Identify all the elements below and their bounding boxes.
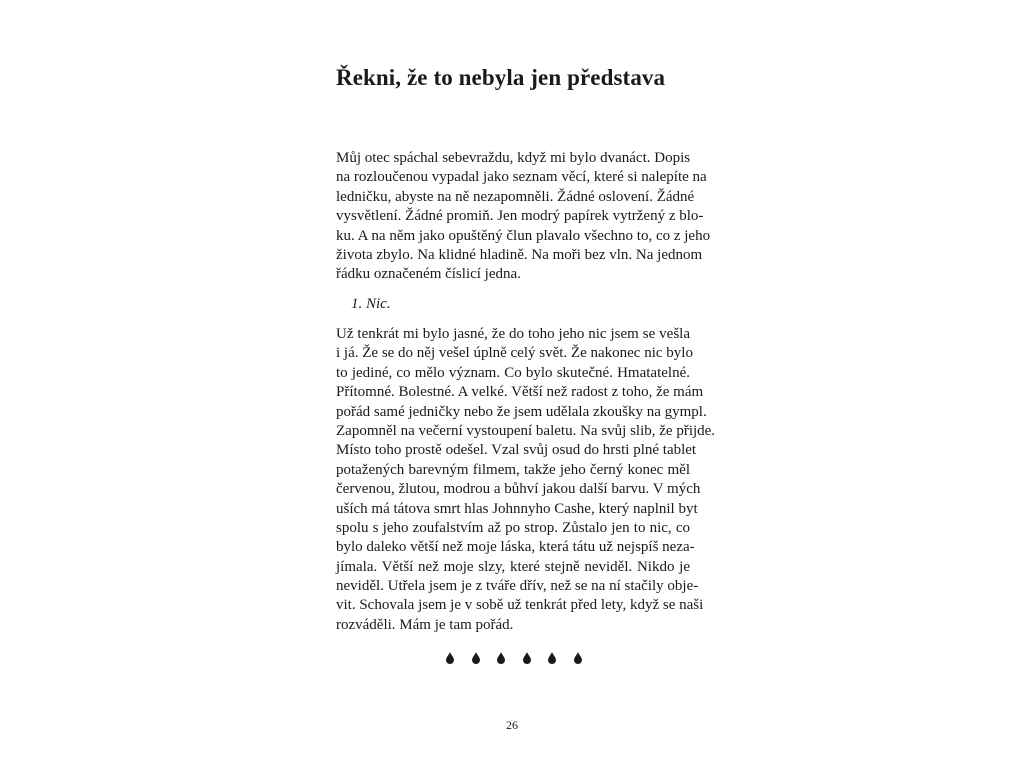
text-line: Místo toho prostě odešel. Vzal svůj osud do hrsti plné tablet: [336, 442, 697, 459]
text-line: rozváděli. Mám je tam pořád.: [336, 616, 514, 633]
paragraph-1: [336, 149, 711, 285]
text-line: pořád samé jedničky nebo že jsem udělala zkoušky na gympl.: [336, 403, 707, 420]
text-line: bylo daleko větší než moje láska, která tátu už nejspíš neza-: [336, 539, 695, 556]
text-line: ledničku, abyste na ně nezapomněli. Žádné oslovení. Žádné: [336, 188, 695, 205]
text-line: červenou, žlutou, modrou a bůhví jakou další barvu. V mých: [336, 481, 701, 498]
teardrop-icon: [574, 652, 582, 664]
text-line: řádku označeném číslicí jedna.: [336, 266, 521, 283]
text-line: jímala. Větší než moje slzy, které stejně neviděl. Nikdo je: [336, 558, 690, 575]
text-line: ku. A na něm jako opuštěný člun plavalo všechno to, co z jeho: [336, 227, 711, 244]
text-line: to jediné, co mělo význam. Co bylo skutečné. Hmatatelné.: [336, 364, 690, 381]
text-line: Už tenkrát mi bylo jasné, že do toho jeho nic jsem se vešla: [336, 326, 690, 342]
text-line: Zapomněl na večerní vystoupení baletu. Na svůj slib, že přijde.: [336, 422, 716, 439]
text-line: Přítomné. Bolestné. A velké. Větší než radost z toho, že mám: [336, 384, 704, 401]
list-item: 1. Nic.: [351, 296, 391, 312]
text-line: vit. Schovala jsem je v sobě už tenkrát před lety, když se naši: [336, 597, 704, 614]
text-line: spolu s jeho zoufalstvím až po strop. Zůstalo jen to nic, co: [336, 519, 690, 536]
teardrop-icon: [548, 652, 556, 664]
text-line: života zbylo. Na klidné hladině. Na moři bez vln. Na jednom: [336, 246, 703, 263]
page-number: 26: [506, 718, 518, 732]
paragraph-2: [336, 325, 716, 635]
teardrop-ornament: [446, 648, 582, 664]
teardrop-icon: [472, 652, 480, 664]
text-line: uších má tátova smrt hlas Johnnyho Cashe, který naplnil byt: [336, 500, 698, 517]
text-line: potažených barevným filmem, takže jeho černý konec měl: [336, 461, 690, 478]
teardrop-icon: [523, 652, 531, 664]
teardrop-icon: [497, 652, 505, 664]
text-line: i já. Že se do něj vešel úplně celý svět. Že nakonec nic bylo: [336, 345, 693, 362]
chapter-title: Řekni, že to nebyla jen představa: [336, 65, 666, 90]
text-line: vysvětlení. Žádné promiň. Jen modrý papírek vytržený z blo-: [336, 208, 704, 225]
text-line: na rozloučenou vypadal jako seznam věcí, které si nalepíte na: [336, 169, 707, 186]
text-line: Můj otec spáchal sebevraždu, když mi bylo dvanáct. Dopis: [336, 150, 691, 166]
text-line: neviděl. Utřela jsem je z tváře dřív, než se na ní stačily obje-: [336, 578, 699, 595]
teardrop-icon: [446, 652, 454, 664]
